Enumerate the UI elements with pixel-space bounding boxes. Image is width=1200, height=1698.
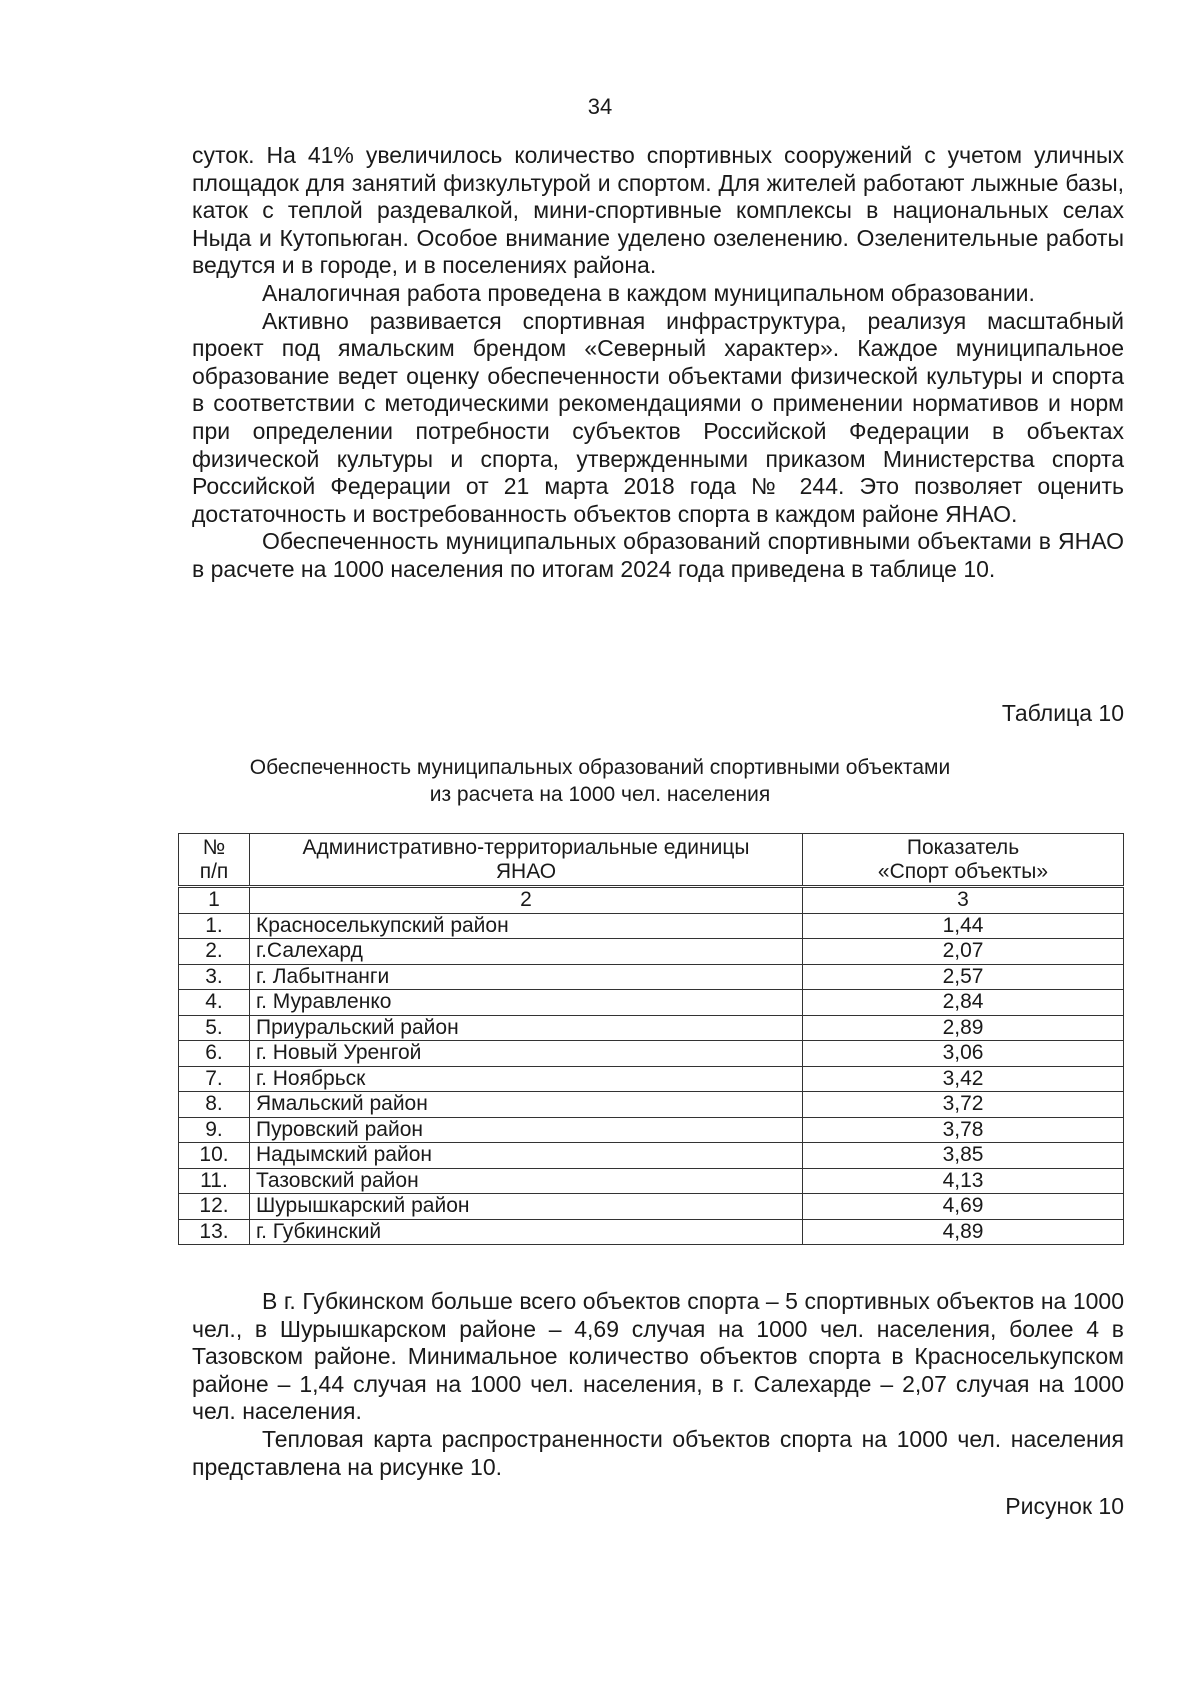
header-num-line: п/п	[199, 859, 229, 883]
table-row	[179, 1092, 1124, 1118]
page-number: 34	[587, 94, 613, 119]
row-value: 2,57	[803, 964, 1124, 990]
paragraph: Аналогичная работа проведена в каждом муниципальном образовании.	[262, 279, 1035, 306]
row-num: 4.	[179, 990, 250, 1016]
row-name: Шурышкарский район	[250, 1194, 803, 1220]
header-num-line: №	[202, 835, 226, 859]
table-row	[179, 913, 1124, 939]
row-num: 10.	[179, 1143, 250, 1169]
sport-objects-table	[178, 833, 1124, 1245]
header-value-line: Показатель	[906, 835, 1020, 859]
row-value: 3,42	[803, 1066, 1124, 1092]
column-number: 3	[803, 887, 1124, 914]
row-num: 11.	[179, 1168, 250, 1194]
table-row	[179, 1143, 1124, 1169]
row-value: 3,72	[803, 1092, 1124, 1118]
figure-label: Рисунок 10	[1005, 1493, 1124, 1519]
row-value: 1,44	[803, 913, 1124, 939]
table-label: Таблица 10	[1001, 700, 1124, 726]
row-num: 12.	[179, 1194, 250, 1220]
row-name: Ямальский район	[250, 1092, 803, 1118]
table-row	[179, 1041, 1124, 1067]
row-num: 1.	[179, 913, 250, 939]
row-value: 3,85	[803, 1143, 1124, 1169]
row-value: 4,89	[803, 1219, 1124, 1245]
row-num: 13.	[179, 1219, 250, 1245]
row-name: г. Лабытнанги	[250, 964, 803, 990]
paragraph: В г. Губкинском больше всего объектов спорта – 5 спортивных объектов на 1000 чел., в Шурышкарском районе – 4,69 случая на 1000 чел. населения, более 4 в Тазовском районе. Минимальное количество объектов спорта в Красноселькупском районе – 1,44 случая на 1000 чел. населения, в г. Салехарде – 2,07 случая на 1000 чел. населения.	[192, 1288, 1124, 1425]
row-value: 4,13	[803, 1168, 1124, 1194]
row-name: Надымский район	[250, 1143, 803, 1169]
row-value: 3,78	[803, 1117, 1124, 1143]
intro-text	[192, 142, 1124, 584]
table-row	[179, 1168, 1124, 1194]
row-name: Пуровский район	[250, 1117, 803, 1143]
paragraph: Активно развивается спортивная инфраструктура, реализуя масштабный проект под ямальским брендом «Северный характер». Каждое муниципальное образование ведет оценку обеспеченности объектами физической культуры и спорта в соответствии с методическими рекомендациями о применении нормативов и норм при определении потребности субъектов Российской Федерации в объектах физической культуры и спорта, утвержденными приказом Министерства спорта Российской Федерации от 21 марта 2018 года № 244. Это позволяет оценить достаточность и востребованность объектов спорта в каждом районе ЯНАО.	[192, 307, 1124, 527]
table-row	[179, 1117, 1124, 1143]
row-name: г. Ноябрьск	[250, 1066, 803, 1092]
paragraph: Обеспеченность муниципальных образований спортивными объектами в ЯНАО в расчете на 1000 населения по итогам 2024 года приведена в таблице 10.	[192, 528, 1124, 582]
header-name	[250, 834, 803, 887]
table-row	[179, 1015, 1124, 1041]
header-name-line: ЯНАО	[495, 859, 557, 883]
row-name: г. Новый Уренгой	[250, 1041, 803, 1067]
header-value	[803, 834, 1124, 887]
closing-text	[192, 1288, 1124, 1481]
header-name-line: Административно-территориальные единицы	[302, 835, 750, 859]
table-caption-line: Обеспеченность муниципальных образований спортивными объектами	[249, 756, 951, 779]
row-num: 3.	[179, 964, 250, 990]
header-num	[179, 834, 250, 887]
row-num: 7.	[179, 1066, 250, 1092]
header-value-line: «Спорт объекты»	[877, 859, 1049, 883]
paragraph: Тепловая карта распространенности объектов спорта на 1000 чел. населения представлена на рисунке 10.	[192, 1425, 1124, 1480]
table-caption	[0, 754, 1200, 808]
table-row	[179, 1219, 1124, 1245]
row-name: Приуральский район	[250, 1015, 803, 1041]
row-value: 3,06	[803, 1041, 1124, 1067]
table-header-row	[179, 834, 1124, 887]
row-name: г. Муравленко	[250, 990, 803, 1016]
row-name: г. Губкинский	[250, 1219, 803, 1245]
row-value: 2,84	[803, 990, 1124, 1016]
column-number-row	[179, 887, 1124, 914]
row-num: 8.	[179, 1092, 250, 1118]
column-number: 2	[250, 887, 803, 914]
table-row	[179, 1194, 1124, 1220]
row-value: 4,69	[803, 1194, 1124, 1220]
table-row	[179, 964, 1124, 990]
row-num: 2.	[179, 939, 250, 965]
table-row	[179, 990, 1124, 1016]
column-number: 1	[179, 887, 250, 914]
table-row	[179, 1066, 1124, 1092]
table-caption-line: из расчета на 1000 чел. населения	[429, 783, 771, 806]
row-num: 9.	[179, 1117, 250, 1143]
table-row	[179, 939, 1124, 965]
row-num: 5.	[179, 1015, 250, 1041]
paragraph: суток. На 41% увеличилось количество спортивных сооружений с учетом уличных площадок для занятий физкультурой и спортом. Для жителей работают лыжные базы, каток с теплой раздевалкой, мини-спортивные комплексы в национальных селах Ныда и Кутопьюган. Особое внимание уделено озеленению. Озеленительные работы ведутся и в городе, и в поселениях района.	[192, 142, 1124, 279]
row-name: Тазовский район	[250, 1168, 803, 1194]
row-num: 6.	[179, 1041, 250, 1067]
row-name: г.Салехард	[250, 939, 803, 965]
row-value: 2,07	[803, 939, 1124, 965]
row-name: Красноселькупский район	[250, 913, 803, 939]
row-value: 2,89	[803, 1015, 1124, 1041]
